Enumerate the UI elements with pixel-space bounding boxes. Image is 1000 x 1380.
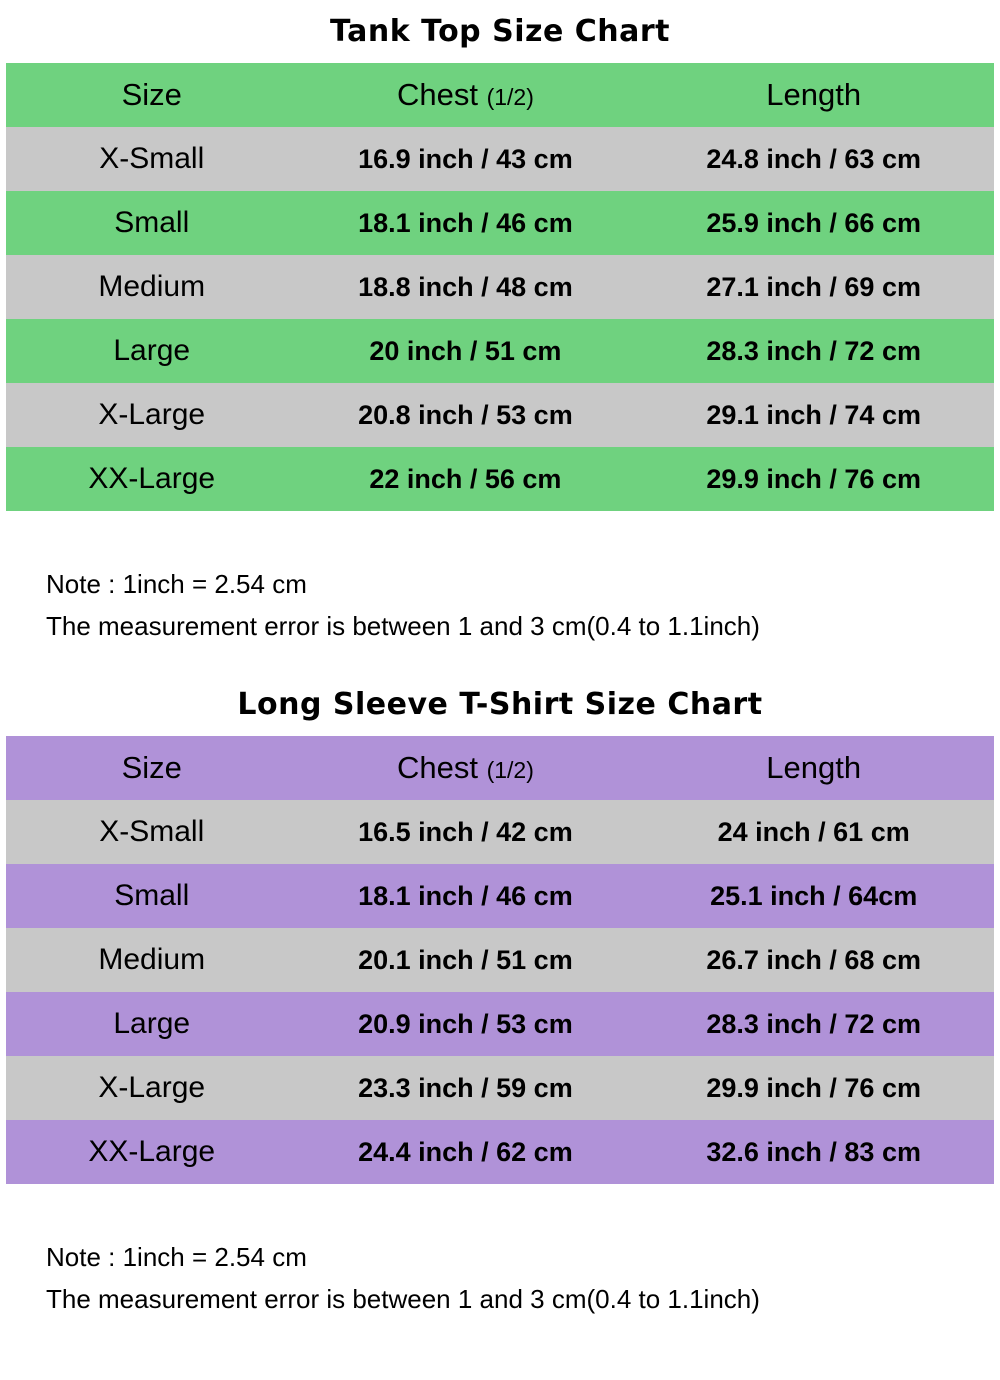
table-row [6,383,994,447]
tank-row-0-chest: 16.9 inch / 43 cm [297,127,633,191]
tank-row-2-size: Medium [6,255,297,319]
tank-row-3-length: 28.3 inch / 72 cm [633,319,994,383]
table-row [6,255,994,319]
tank-note-line-2: The measurement error is between 1 and 3 cm(0.4 to 1.1inch) [46,611,760,641]
longsleeve-table-header-row [6,736,994,800]
table-row [6,319,994,383]
tank-row-4-size: X-Large [6,383,297,447]
longsleeve-row-0-length: 24 inch / 61 cm [633,800,994,864]
longsleeve-row-1-size: Small [6,864,297,928]
table-row [6,864,994,928]
longsleeve-header-chest [297,736,633,800]
table-row [6,447,994,511]
longsleeve-row-4-chest: 23.3 inch / 59 cm [297,1056,633,1120]
tank-row-3-chest: 20 inch / 51 cm [297,319,633,383]
tank-table-notes-gap [0,511,1000,563]
longsleeve-row-5-chest: 24.4 inch / 62 cm [297,1120,633,1184]
tank-row-2-chest: 18.8 inch / 48 cm [297,255,633,319]
longsleeve-row-3-length: 28.3 inch / 72 cm [633,992,994,1056]
longsleeve-row-2-chest: 20.1 inch / 51 cm [297,928,633,992]
longsleeve-row-0-size: X-Small [6,800,297,864]
longsleeve-note-line-1: Note : 1inch = 2.54 cm [46,1242,307,1272]
section-gap [0,647,1000,687]
long-sleeve-size-chart-block [0,687,1000,1320]
tank-note-line-1: Note : 1inch = 2.54 cm [46,569,307,599]
longsleeve-row-1-length: 25.1 inch / 64cm [633,864,994,928]
longsleeve-row-0-chest: 16.5 inch / 42 cm [297,800,633,864]
tank-row-3-size: Large [6,319,297,383]
table-row [6,928,994,992]
tank-row-0-size: X-Small [6,127,297,191]
longsleeve-row-5-size: XX-Large [6,1120,297,1184]
longsleeve-row-3-chest: 20.9 inch / 53 cm [297,992,633,1056]
top-spacer [0,0,1000,14]
longsleeve-header-length: Length [633,736,994,800]
longsleeve-title-table-gap [0,722,1000,736]
longsleeve-row-4-length: 29.9 inch / 76 cm [633,1056,994,1120]
longsleeve-row-5-length: 32.6 inch / 83 cm [633,1120,994,1184]
tank-top-size-table [6,63,994,511]
tank-row-1-chest: 18.1 inch / 46 cm [297,191,633,255]
longsleeve-row-2-size: Medium [6,928,297,992]
tank-header-size: Size [6,63,297,127]
tank-top-chart-title: Tank Top Size Chart [330,14,670,49]
tank-row-4-chest: 20.8 inch / 53 cm [297,383,633,447]
long-sleeve-size-table [6,736,994,1184]
tank-row-2-length: 27.1 inch / 69 cm [633,255,994,319]
tank-row-5-chest: 22 inch / 56 cm [297,447,633,511]
tank-header-length: Length [633,63,994,127]
long-sleeve-notes [20,1236,980,1320]
table-row [6,1056,994,1120]
longsleeve-header-chest-main: Chest [396,750,478,785]
tank-row-1-size: Small [6,191,297,255]
table-row [6,191,994,255]
tank-row-4-length: 29.1 inch / 74 cm [633,383,994,447]
longsleeve-header-chest-sub: (1/2) [486,757,534,783]
tank-row-0-length: 24.8 inch / 63 cm [633,127,994,191]
tank-row-5-size: XX-Large [6,447,297,511]
longsleeve-row-4-size: X-Large [6,1056,297,1120]
tank-top-size-chart-block [0,14,1000,647]
table-row [6,992,994,1056]
longsleeve-row-1-chest: 18.1 inch / 46 cm [297,864,633,928]
tank-row-1-length: 25.9 inch / 66 cm [633,191,994,255]
table-row [6,800,994,864]
tank-title-table-gap [0,49,1000,63]
longsleeve-row-2-length: 26.7 inch / 68 cm [633,928,994,992]
tank-header-chest-sub: (1/2) [486,84,534,110]
tank-table-header-row [6,63,994,127]
table-row [6,1120,994,1184]
tank-row-5-length: 29.9 inch / 76 cm [633,447,994,511]
table-row [6,127,994,191]
longsleeve-header-size: Size [6,736,297,800]
tank-top-notes [20,563,980,647]
longsleeve-note-line-2: The measurement error is between 1 and 3 cm(0.4 to 1.1inch) [46,1284,760,1314]
tank-header-chest-main: Chest [396,77,478,112]
tank-header-chest [297,63,633,127]
longsleeve-row-3-size: Large [6,992,297,1056]
long-sleeve-chart-title: Long Sleeve T-Shirt Size Chart [237,687,763,722]
longsleeve-table-notes-gap [0,1184,1000,1236]
